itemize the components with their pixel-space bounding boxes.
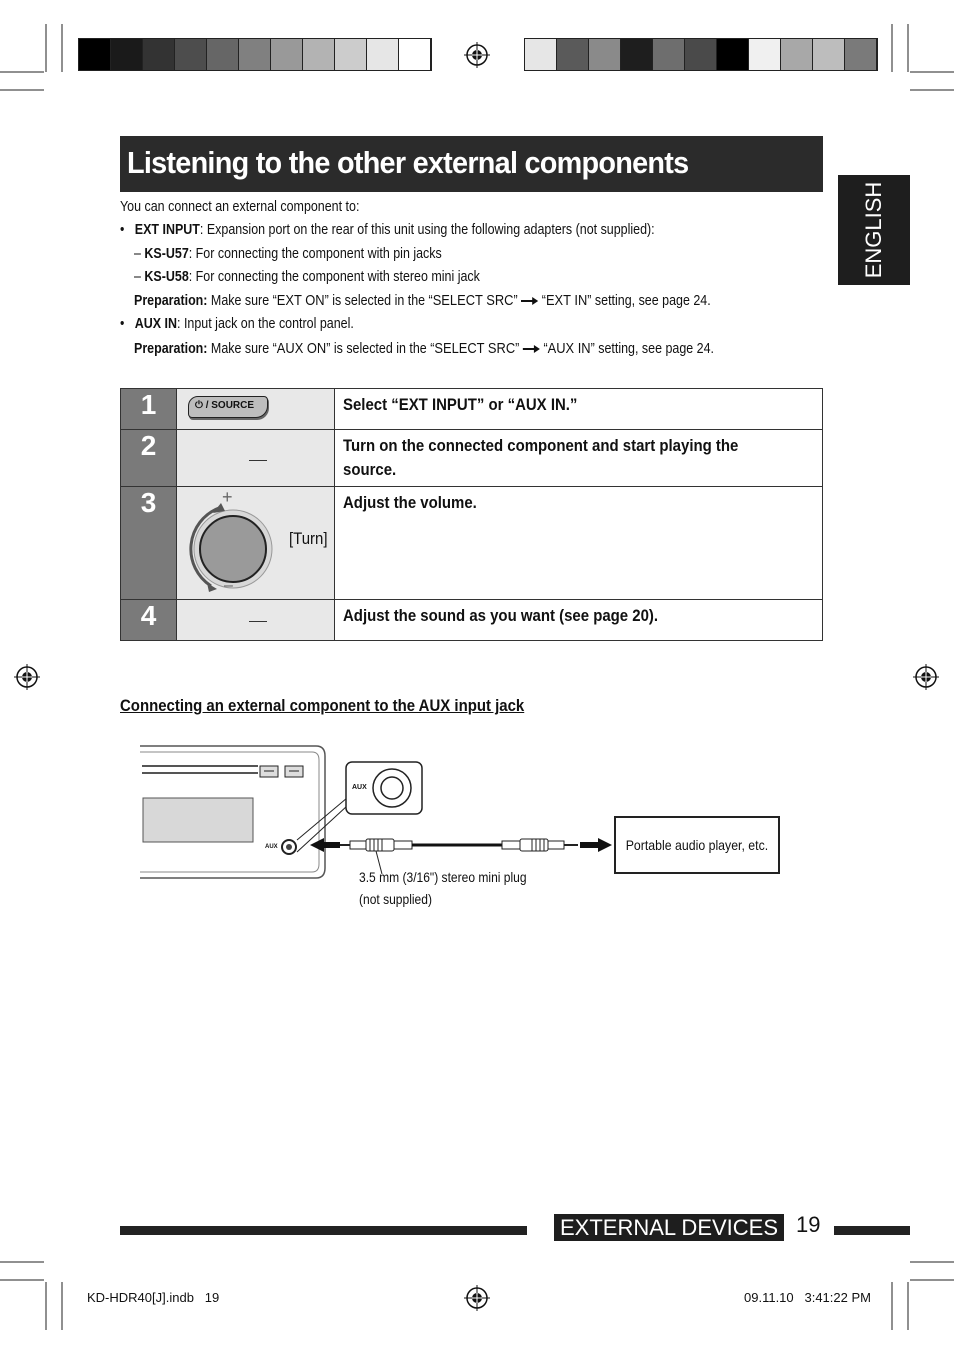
step-control	[177, 430, 335, 487]
display-text-ext-on: EXT ON	[276, 292, 325, 309]
color-swatch	[399, 39, 431, 70]
step-description	[335, 487, 823, 600]
step-control	[177, 389, 335, 430]
step-number: 1	[121, 389, 177, 430]
footer-bar	[834, 1226, 910, 1235]
step-description	[335, 389, 823, 430]
step-text: Select “EXT INPUT” or “AUX IN.”	[343, 395, 578, 414]
bullet-aux-in	[120, 316, 354, 332]
no-control-dash	[249, 621, 267, 622]
knob-minus-label: –	[224, 577, 233, 594]
prep-text: ” setting, see page 24.	[587, 293, 711, 309]
display-text-select-src: SELECT SRC	[434, 340, 516, 357]
display-text-select-src: SELECT SRC	[432, 292, 514, 309]
section-label: EXTERNAL DEVICES	[554, 1214, 784, 1241]
prep-label: Preparation:	[134, 293, 208, 309]
turn-label: [Turn]	[289, 529, 328, 548]
prep-text: “	[541, 293, 546, 309]
step-row	[121, 600, 823, 641]
step-text: Adjust the sound as you want (see page 20).	[343, 606, 659, 625]
color-swatch	[717, 39, 749, 70]
swatch-strip-right	[524, 38, 878, 71]
color-swatch	[781, 39, 813, 70]
color-swatch	[813, 39, 845, 70]
step-row	[121, 389, 823, 430]
color-swatch	[239, 39, 271, 70]
term-ks-u58: KS-U58	[144, 269, 189, 285]
color-swatch	[845, 39, 877, 70]
ks-u57-desc: : For connecting the component with pin jacks	[188, 246, 442, 262]
print-date: 09.11.10 3:41:22 PM	[744, 1290, 871, 1305]
source-button-label: ⏻ / SOURCE	[195, 400, 255, 411]
color-swatch	[303, 39, 335, 70]
aux-label-zoom: AUX	[352, 784, 367, 791]
display-text-ext-in: EXT IN	[545, 292, 588, 309]
step-description	[335, 600, 823, 641]
plug-caption-line1: 3.5 mm (3/16") stereo mini plug	[359, 869, 527, 885]
display-text-aux-in: AUX IN	[547, 340, 591, 357]
dash: –	[134, 246, 145, 262]
color-swatch	[589, 39, 621, 70]
volume-knob-icon	[183, 491, 283, 597]
color-swatch	[653, 39, 685, 70]
source-button	[188, 396, 268, 418]
step-number: 4	[121, 600, 177, 641]
connection-diagram	[140, 740, 620, 890]
title-bar	[120, 136, 823, 192]
term-ext-input: EXT INPUT	[134, 222, 200, 238]
adapter-ks-u57	[134, 246, 442, 262]
knob-plus-label: +	[222, 487, 233, 507]
registration-mark-icon	[14, 664, 40, 690]
registration-mark-icon	[464, 42, 490, 68]
bullet-ext-input	[120, 222, 655, 238]
term-aux-in: AUX IN	[134, 316, 178, 332]
preparation-ext	[134, 292, 711, 309]
arrow-right-icon	[523, 344, 540, 354]
arrow-right-icon	[521, 296, 538, 306]
language-tab-label: ENGLISH	[861, 181, 886, 279]
intro-lead: You can connect an external component to:	[120, 199, 360, 215]
term-ks-u57: KS-U57	[144, 246, 189, 262]
color-swatch	[175, 39, 207, 70]
step-text: Adjust the volume.	[343, 493, 477, 512]
prep-text: ”	[513, 293, 518, 309]
ks-u58-desc: : For connecting the component with stereo mini jack	[188, 269, 480, 285]
step-control	[177, 487, 335, 600]
color-swatch	[271, 39, 303, 70]
plug-caption-line2: (not supplied)	[359, 891, 432, 907]
color-swatch	[685, 39, 717, 70]
display-text-aux-on: AUX ON	[276, 340, 327, 357]
date-slug	[744, 1290, 871, 1305]
prep-text: Make sure “	[210, 293, 277, 309]
prep-text: ” is selected in the “	[324, 293, 433, 309]
no-control-dash	[249, 460, 267, 461]
page-number: 19	[796, 1212, 821, 1237]
aux-in-desc: : Input jack on the control panel.	[177, 316, 354, 332]
arrow-right-icon	[580, 838, 612, 852]
preparation-aux	[134, 340, 714, 357]
step-number: 2	[121, 430, 177, 487]
bullet-dot: •	[120, 222, 135, 238]
color-swatch	[525, 39, 557, 70]
color-swatch	[749, 39, 781, 70]
aux-label-panel: AUX	[265, 844, 278, 850]
portable-player-box	[614, 816, 780, 874]
color-swatch	[557, 39, 589, 70]
prep-text: ” is selected in the “	[326, 341, 435, 357]
color-swatch	[335, 39, 367, 70]
prep-text: “	[543, 341, 548, 357]
footer-bar	[120, 1226, 527, 1235]
steps-table	[120, 388, 823, 641]
prep-text: ” setting, see page 24.	[590, 341, 715, 357]
color-swatch	[79, 39, 111, 70]
step-number: 3	[121, 487, 177, 600]
portable-player-label: Portable audio player, etc.	[625, 837, 769, 853]
car-unit-panel	[140, 746, 325, 878]
adapter-ks-u58	[134, 269, 480, 285]
registration-mark-icon	[464, 1285, 490, 1311]
language-tab	[838, 175, 910, 285]
step-row	[121, 487, 823, 600]
color-swatch	[207, 39, 239, 70]
bullet-dot: •	[120, 316, 135, 332]
swatch-strip-left	[78, 38, 432, 71]
step-control	[177, 600, 335, 641]
registration-mark-icon	[913, 664, 939, 690]
page-title: Listening to the other external components	[127, 145, 689, 180]
prep-text: ”	[515, 341, 520, 357]
prep-text: Make sure “	[210, 341, 277, 357]
color-swatch	[143, 39, 175, 70]
file-slug	[87, 1290, 219, 1305]
file-name: KD-HDR40[J].indb 19	[87, 1290, 220, 1305]
step-description	[335, 430, 823, 487]
stereo-mini-plug-cable-icon	[340, 839, 578, 851]
step-text: Turn on the connected component and start playing the source.	[343, 436, 739, 479]
color-swatch	[367, 39, 399, 70]
color-swatch	[621, 39, 653, 70]
prep-label: Preparation:	[134, 341, 208, 357]
dash: –	[134, 269, 145, 285]
ext-input-desc: : Expansion port on the rear of this unit using the following adapters (not supplied):	[199, 222, 655, 238]
section-heading: Connecting an external component to the AUX input jack	[120, 696, 525, 715]
color-swatch	[111, 39, 143, 70]
step-row	[121, 430, 823, 487]
